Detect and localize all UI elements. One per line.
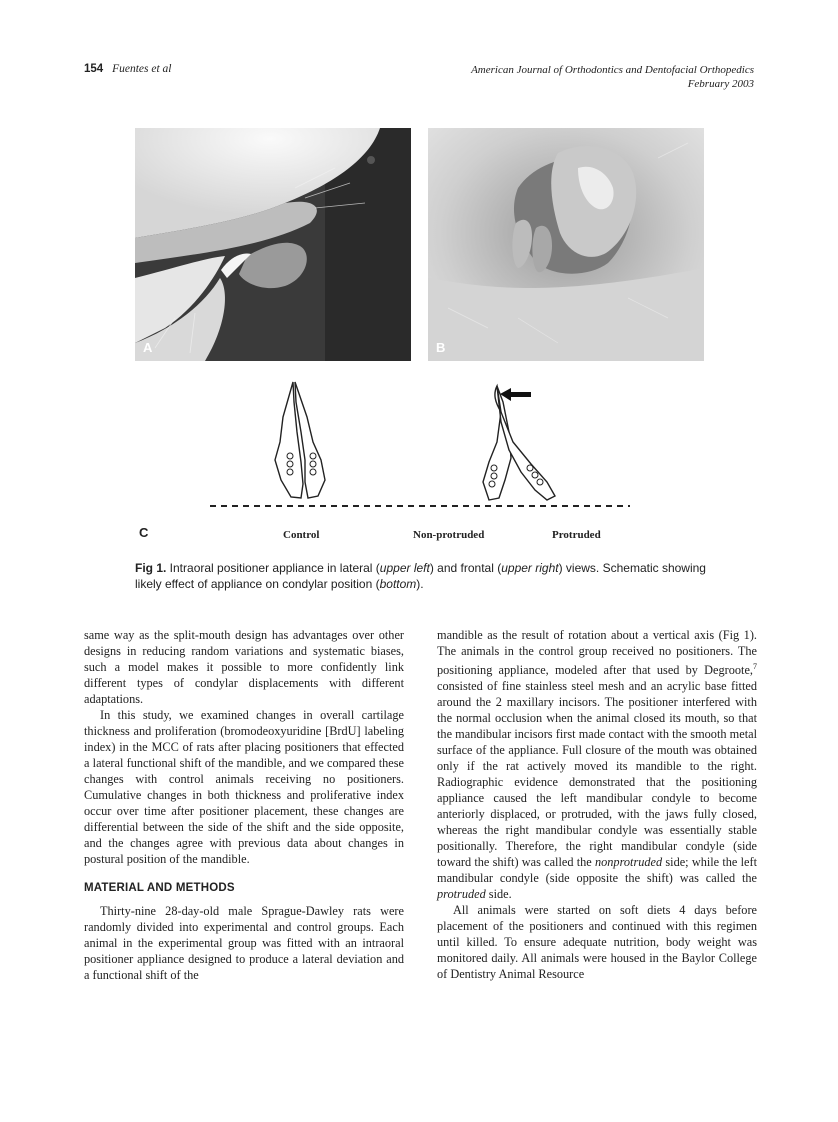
text-run: side. (485, 887, 512, 902)
author-line: Fuentes et al (112, 63, 172, 75)
section-heading: MATERIAL AND METHODS (84, 882, 235, 894)
figure-photo-frontal (428, 128, 704, 361)
paragraph: Thirty-nine 28-day-old male Sprague-Dawley rats were randomly divided into experimental and control groups. Each animal in the experimental group was fitted with an intraoral positioner appliance designed to produce a lateral deviation and a functional shift of the (84, 904, 404, 982)
figure-caption (135, 560, 715, 592)
caption-text: ) and frontal ( (429, 561, 502, 575)
running-header-right (471, 63, 754, 91)
journal-title: American Journal of Orthodontics and Dentofacial Orthopedics (471, 64, 754, 76)
figure-photo-lateral (135, 128, 411, 361)
panel-label-a: A (143, 340, 153, 355)
paragraph: All animals were started on soft diets 4 days before placement of the positioners and continued with this regimen until killed. To ensure adequate nutrition, body weight was monitored daily. All animals were housed in the Baylor College of Dentistry Animal Resource (437, 903, 757, 982)
shifted-jaw-drawing (483, 386, 555, 500)
caption-label: Fig 1. (135, 561, 167, 575)
caption-text: ). (416, 577, 424, 591)
label-control: Control (283, 529, 320, 541)
text-run: consisted of fine stainless steel mesh and an acrylic base fitted around the 2 maxillary incisors. The positioner interfered with the normal occlusion when the animal closed its mouth, so that the mandibular incisors first made contact with the smooth metal surface of the appliance. Full closure of the mouth was obtained only if the rat actively moved its mandible to the right. Radiographic evidence demonstrated that the positioning appliance caused the left mandibular condyle to become anteriorly displaced, or protruded, with the jaws fully closed, whereas the right mandibular condyle was essentially stable positionally. Therefore, the right mandibular condyle (side toward the shift) was called the (437, 679, 757, 870)
text-run: side; while the left mandibular condyle (side opposite the shift) was called the (437, 855, 757, 886)
label-protruded: Protruded (552, 529, 601, 541)
panel-label-c: C (139, 525, 149, 540)
label-non-protruded: Non-protruded (413, 529, 485, 541)
emphasis: protruded (437, 887, 486, 902)
arrow-left-icon (500, 388, 531, 401)
paragraph: same way as the split-mouth design has advantages over other designs in reducing random variations and systematic biases, such a model makes it possible to more confidently link different types of condylar displacements with different adaptations. (84, 628, 404, 706)
caption-text: Intraoral positioner appliance in lateral ( (166, 561, 380, 575)
control-jaw-drawing (275, 382, 325, 498)
page-number: 154 (84, 63, 104, 75)
paragraph: In this study, we examined changes in overall cartilage thickness and proliferation (bromodeoxyuridine [BrdU] labeling index) in the MCC of rats after placing positioners that effected a lateral functional shift of the mandible, and we compared these changes with control animals receiving no positioners. Cumulative changes in both thickness and proliferative index occur over time after positioner placement, these changes are differential between the side of the shift and the side opposite, and the changes agree with previous data about changes in postural position of the mandible. (84, 708, 404, 866)
issue-date: February 2003 (687, 78, 754, 90)
paragraph (437, 627, 757, 902)
emphasis: nonprotruded (594, 855, 663, 870)
figure-schematic (135, 372, 715, 547)
body-column-left (84, 627, 404, 983)
reference-marker: 7 (753, 662, 757, 671)
caption-emphasis: upper right (501, 561, 559, 575)
caption-emphasis: bottom (379, 577, 417, 591)
running-header-left (84, 63, 171, 75)
text-run: mandible as the result of rotation about a vertical axis (Fig 1). The animals in the control group received no positioners. The positioning appliance, modeled after that used by Degroote, (437, 628, 757, 678)
body-column-right (437, 627, 757, 982)
caption-text: ) views. Schematic showing likely effect of appliance on condylar position ( (135, 561, 706, 591)
panel-label-b: B (436, 340, 446, 355)
caption-emphasis: upper left (379, 561, 430, 575)
